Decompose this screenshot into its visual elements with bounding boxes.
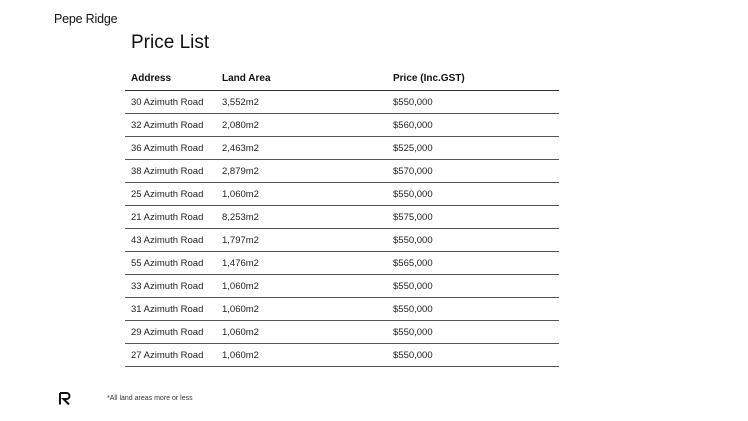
address-cell: 38 Azimuth Road [125,160,216,183]
table-row [125,183,559,206]
land-area-cell: 1,060m2 [216,321,387,344]
land-area-cell: 1,060m2 [216,275,387,298]
land-area-cell: 1,060m2 [216,183,387,206]
price-cell: $565,000 [387,252,559,275]
price-cell: $550,000 [387,321,559,344]
address-cell: 32 Azimuth Road [125,114,216,137]
price-table [125,67,559,367]
page-title: Price List [131,32,210,53]
table-row [125,91,559,114]
price-cell: $550,000 [387,298,559,321]
table-row [125,298,559,321]
price-cell: $525,000 [387,137,559,160]
address-cell: 21 Azimuth Road [125,206,216,229]
brand-name: Pepe Ridge [54,12,118,26]
table-body [125,91,559,367]
address-cell: 30 Azimuth Road [125,91,216,114]
price-cell: $550,000 [387,183,559,206]
address-cell: 36 Azimuth Road [125,137,216,160]
land-area-cell: 3,552m2 [216,91,387,114]
table-row [125,137,559,160]
land-area-cell: 8,253m2 [216,206,387,229]
table-row [125,344,559,367]
address-cell: 27 Azimuth Road [125,344,216,367]
table-header-row [125,67,559,91]
price-cell: $550,000 [387,275,559,298]
table-row [125,252,559,275]
column-header-price: Price (Inc.GST) [387,67,559,91]
address-cell: 33 Azimuth Road [125,275,216,298]
price-cell: $575,000 [387,206,559,229]
table-row [125,321,559,344]
address-cell: 43 Azimuth Road [125,229,216,252]
land-area-cell: 1,060m2 [216,344,387,367]
table-row [125,206,559,229]
address-cell: 29 Azimuth Road [125,321,216,344]
footnote: *All land areas more or less [107,395,193,402]
land-area-cell: 1,060m2 [216,298,387,321]
price-cell: $560,000 [387,114,559,137]
price-cell: $570,000 [387,160,559,183]
address-cell: 31 Azimuth Road [125,298,216,321]
price-cell: $550,000 [387,229,559,252]
column-header-address: Address [125,67,216,91]
address-cell: 55 Azimuth Road [125,252,216,275]
table-row [125,275,559,298]
price-cell: $550,000 [387,344,559,367]
table-row [125,229,559,252]
land-area-cell: 2,463m2 [216,137,387,160]
table-row [125,114,559,137]
table-row [125,160,559,183]
land-area-cell: 2,879m2 [216,160,387,183]
column-header-land-area: Land Area [216,67,387,91]
address-cell: 25 Azimuth Road [125,183,216,206]
price-cell: $550,000 [387,91,559,114]
land-area-cell: 2,080m2 [216,114,387,137]
land-area-cell: 1,797m2 [216,229,387,252]
land-area-cell: 1,476m2 [216,252,387,275]
r-monogram-icon [58,391,72,405]
